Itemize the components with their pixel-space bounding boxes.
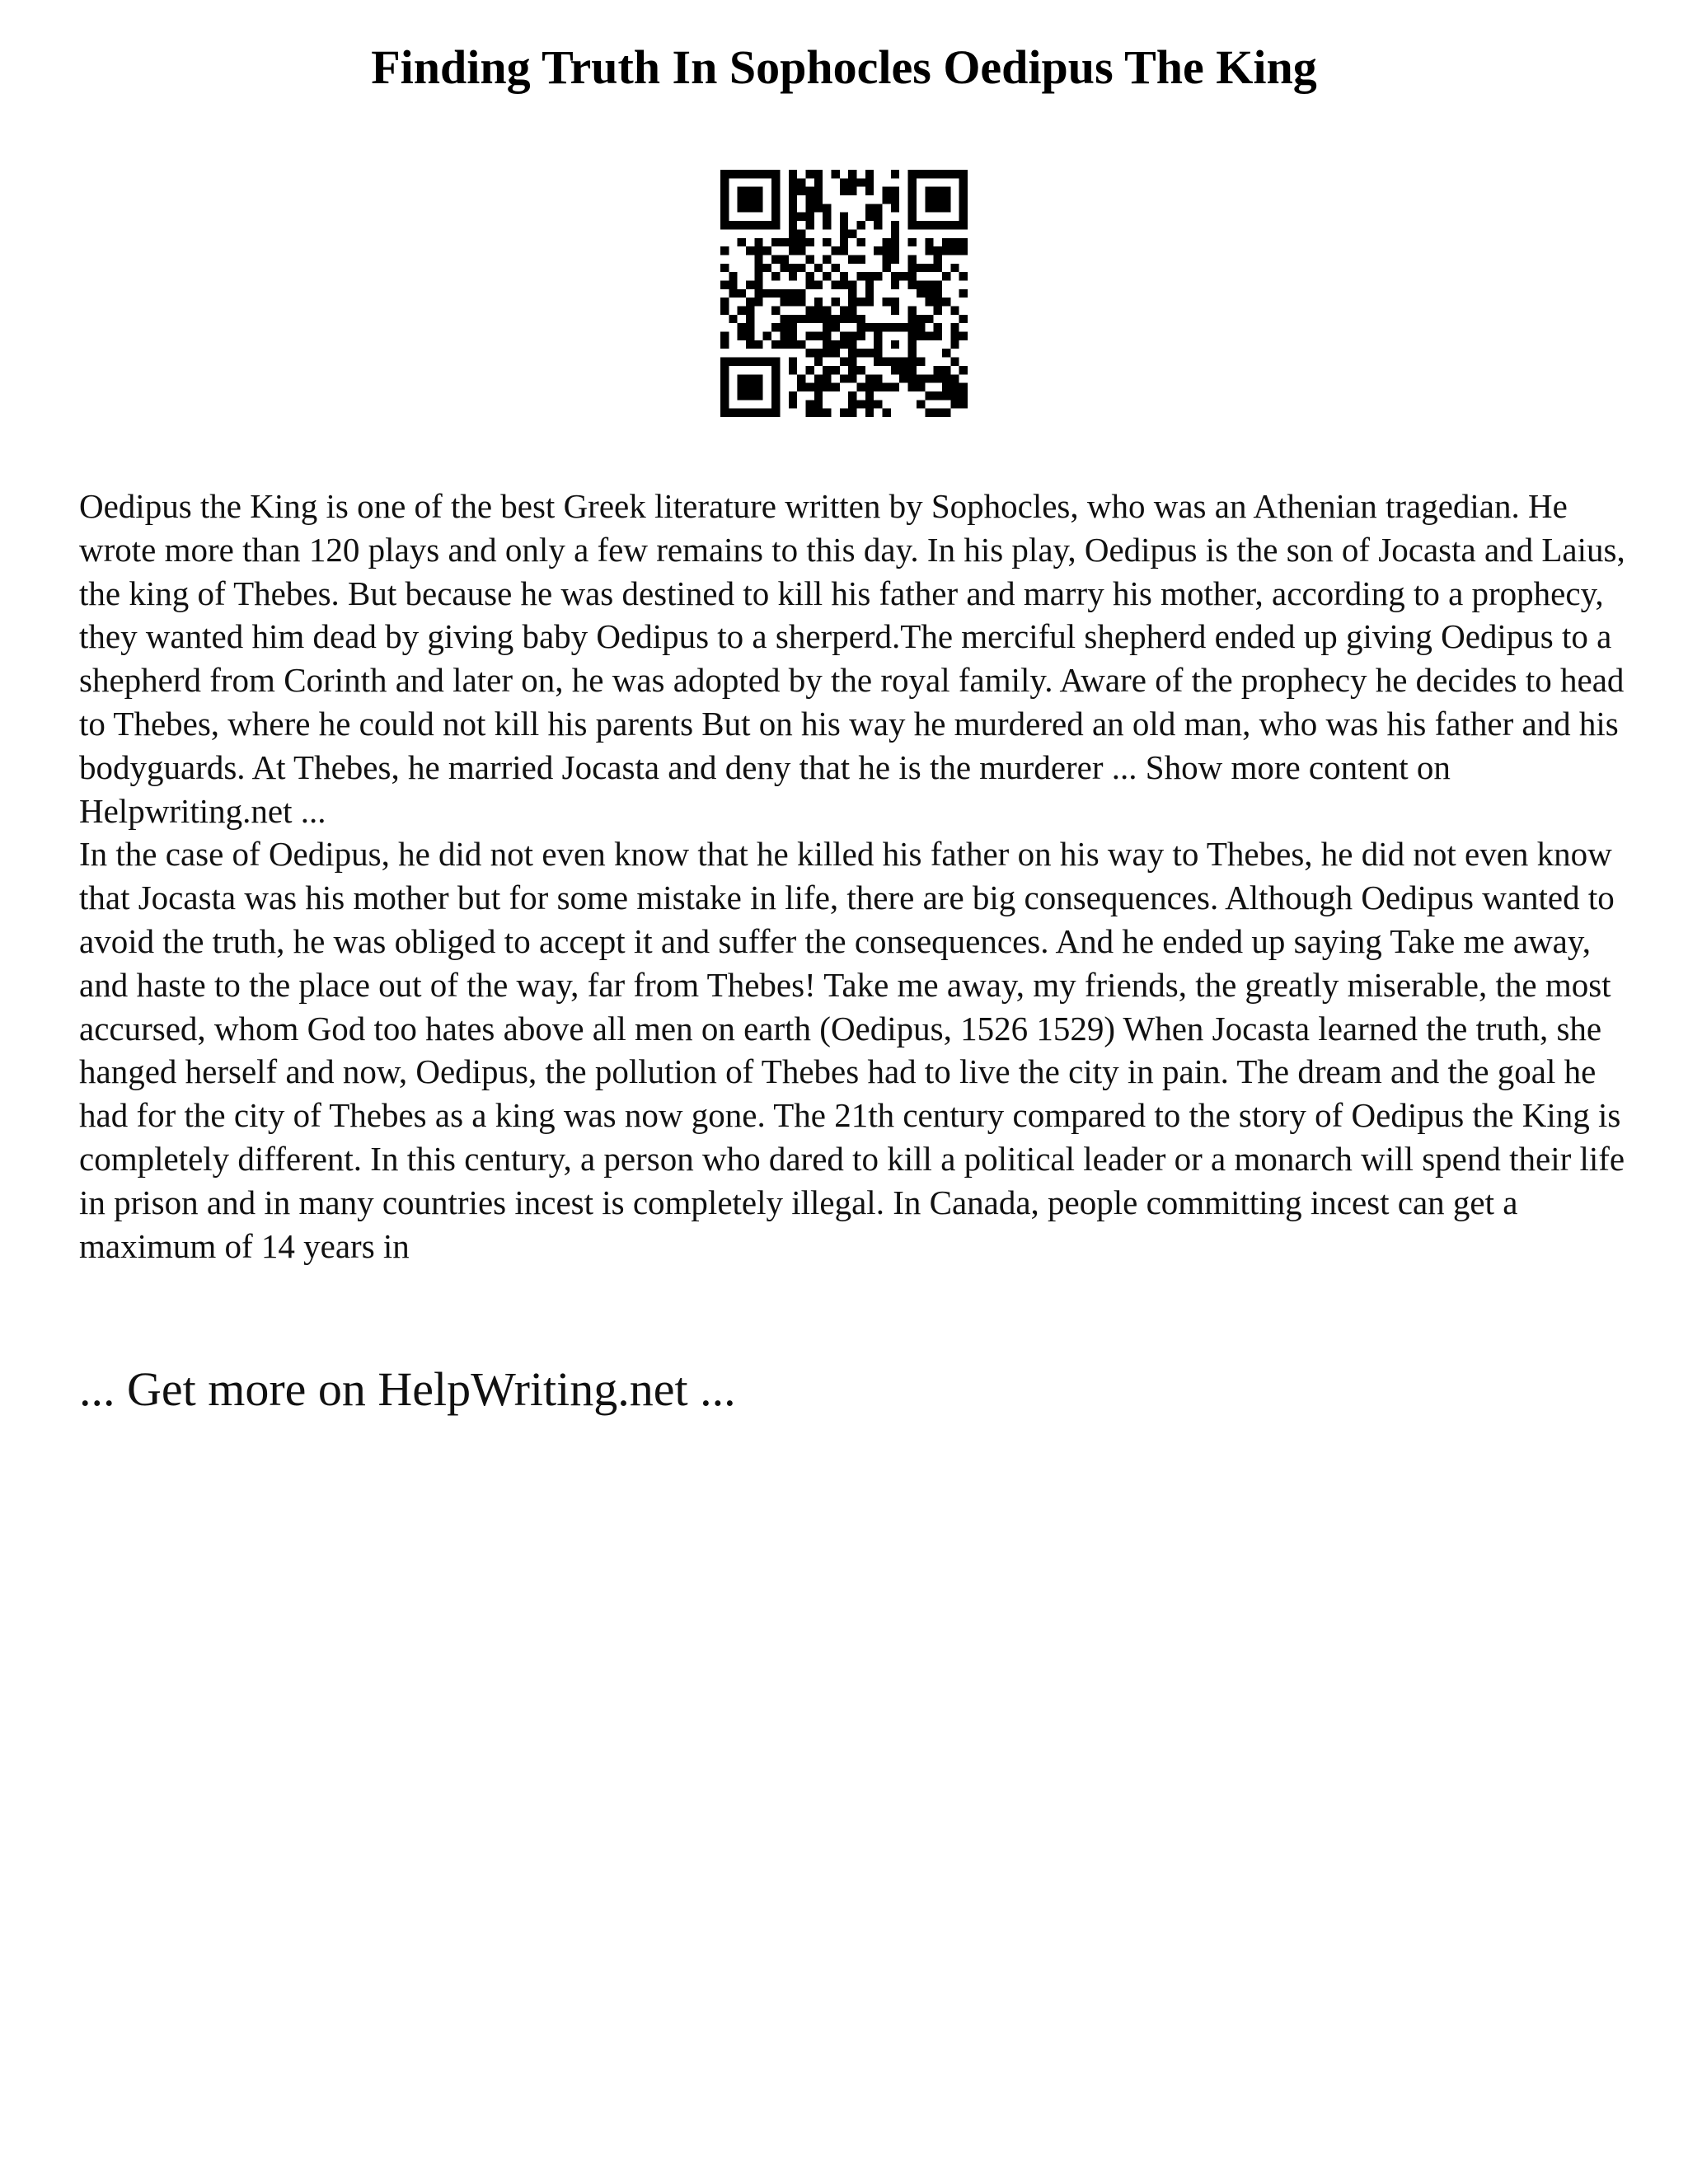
paragraph-analysis: In the case of Oedipus, he did not even know that he killed his father on his way to Thebes, he did not even know that Jocasta was his mother but for some mistake in life, there are big consequences. Although Oedipus wanted to avoid the truth, he was obliged to accept it and suffer the consequences. And he ended up saying Take me away, and haste to the place out of the way, far from Thebes! Take me away, my friends, the greatly miserable, the most accursed, whom God too hates above all men on earth (Oedipus, 1526 1529) When Jocasta learned the truth, she hanged herself and now, Oedipus, the pollution of Thebes had to live the city in pain. The dream and the goal he had for the city of Thebes as a king was now gone. The 21th century compared to the story of Oedipus the King is completely different. In this century, a person who dared to kill a political leader or a monarch will spend their life in prison and in many countries incest is completely illegal. In Canada, people committing incest can get a maximum of 14 years in — [79, 835, 1625, 1265]
qr-code-icon — [720, 170, 968, 417]
article-body — [79, 485, 1629, 1268]
qr-code-graphic — [720, 170, 968, 417]
paragraph-intro: Oedipus the King is one of the best Greek literature written by Sophocles, who was an Athenian tragedian. He wrote more than 120 plays and only a few remains to this day. In his play, Oedipus is the son of Jocasta and Laius, the king of Thebes. But because he was destined to kill his father and marry his mother, according to a prophecy, they wanted him dead by giving baby Oedipus to a sherperd.The merciful shepherd ended up giving Oedipus to a shepherd from Corinth and later on, he was adopted by the royal family. Aware of the prophecy he decides to head to Thebes, where he could not kill his parents But on his way he murdered an old man, who was his father and his bodyguards. At Thebes, he married Jocasta and deny that he is the murderer ... Show more content on Helpwriting.net ... — [79, 487, 1625, 830]
document-title: Finding Truth In Sophocles Oedipus The King — [371, 40, 1317, 94]
get-more-link[interactable]: ... Get more on HelpWriting.net ... — [79, 1362, 736, 1416]
